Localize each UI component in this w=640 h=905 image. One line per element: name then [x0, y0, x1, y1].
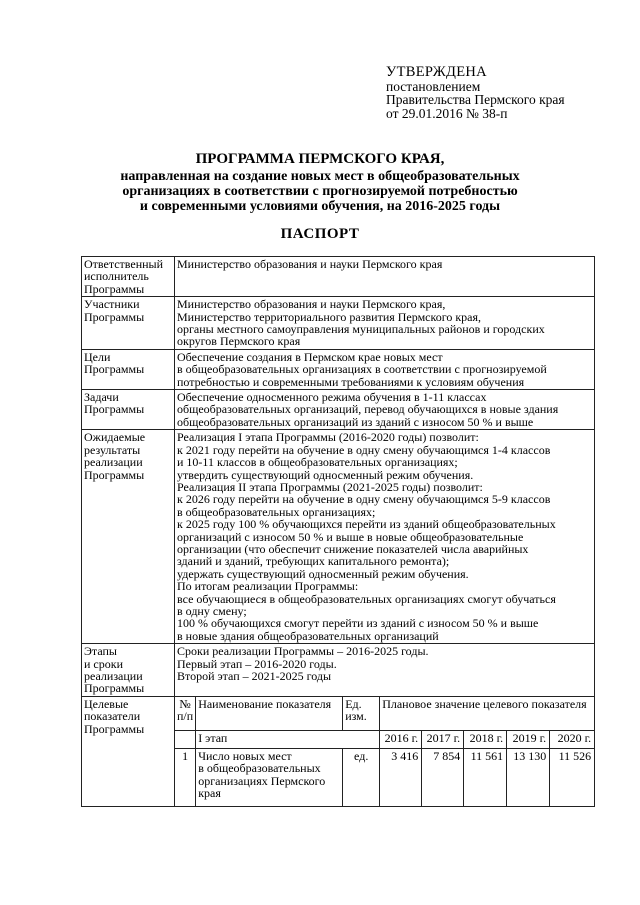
- passport-table: [81, 256, 595, 807]
- row-content: Министерство образования и науки Пермского края, Министерство территориального развития Пермского края, органы местного самоуправления муниципальных районов и городских округов Пермского края: [175, 297, 595, 350]
- indicator-value: 11 561: [464, 748, 507, 806]
- title-sub-line: и современными условиями обучения, на 2016-2025 годы: [139, 199, 501, 214]
- row-label: Цели Программы: [82, 349, 175, 389]
- indicator-value: 13 130: [507, 748, 550, 806]
- passport-row: [82, 257, 595, 297]
- title-main: ПРОГРАММА ПЕРМСКОГО КРАЯ,: [195, 151, 445, 167]
- indicator-number: 1: [175, 748, 196, 806]
- year-header: 2018 г.: [464, 730, 507, 748]
- col-name-header: Наименование показателя: [196, 696, 343, 730]
- passport-heading: ПАСПОРТ: [280, 226, 360, 242]
- col-plan-header: Плановое значение целевого показателя: [380, 696, 595, 730]
- row-content: Реализация I этапа Программы (2016-2020 годы) позволит: к 2021 году перейти на обучение в одну смену обучающимся 1-4 классов и 10-11 классов в общеобразовательных организациях; утвердить существующий односменный режим обучения. Реализация II этапа Программы (2021-2025 годы) позволит: к 2026 году перейти на обучение в одну смену обучающимся 5-9 классов в общеобразовательных организациях; к 2025 году 100 % обучающихся перейти из зданий общеобразовательных организаций с износом 50 % и выше в новые общеобразовательные организации (что обеспечит снижение показателей числа аварийных зданий и зданий, требующих капитального ремонта); удержать существующий односменный режим обучения. По итогам реализации Программы: все обучающиеся в общеобразовательных организациях смогут обучаться в одну смену; 100 % обучающихся смогут перейти из зданий с износом 50 % и выше в новые здания общеобразовательных организаций: [175, 430, 595, 644]
- indicator-name: Число новых мест в общеобразовательных организациях Пермского края: [196, 748, 343, 806]
- stage-label: I этап: [196, 730, 380, 748]
- year-header: 2019 г.: [507, 730, 550, 748]
- indicator-unit: ед.: [343, 748, 380, 806]
- row-label: Ожидаемые результаты реализации Программы: [82, 430, 175, 644]
- year-header: 2020 г.: [550, 730, 595, 748]
- row-label: Участники Программы: [82, 297, 175, 350]
- approval-head: УТВЕРЖДЕНА: [386, 64, 487, 80]
- title-sub-line: направленная на создание новых мест в общеобразовательных: [120, 169, 520, 184]
- document-title: [0, 152, 640, 214]
- year-header: 2017 г.: [422, 730, 464, 748]
- row-label: Задачи Программы: [82, 390, 175, 430]
- row-content: Обеспечение создания в Пермском крае новых мест в общеобразовательных организациях в соответствии с прогнозируемой потребностью и современными требованиями к условиям обучения: [175, 349, 595, 389]
- passport-row: [82, 390, 595, 430]
- passport-row: [82, 297, 595, 350]
- row-content: Обеспечение односменного режима обучения в 1-11 классах общеобразовательных организаций, перевод обучающихся в новые здания общеобразовательных организаций из зданий с износом 50 % и выше: [175, 390, 595, 430]
- indicators-header-row: [82, 696, 595, 730]
- passport-row: [82, 644, 595, 697]
- row-content: Министерство образования и науки Пермского края: [175, 257, 595, 297]
- indicator-value: 11 526: [550, 748, 595, 806]
- col-unit-header: Ед. изм.: [343, 696, 380, 730]
- indicator-value: 7 854: [422, 748, 464, 806]
- year-header: 2016 г.: [380, 730, 422, 748]
- passport-row: [82, 349, 595, 389]
- title-sub-line: организациях в соответствии с прогнозируемой потребностью: [122, 184, 518, 199]
- row-content: Сроки реализации Программы – 2016-2025 годы. Первый этап – 2016-2020 годы. Второй этап – 2021-2025 годы: [175, 644, 595, 697]
- row-label: Ответственный исполнитель Программы: [82, 257, 175, 297]
- approval-line: Правительства Пермского края: [386, 92, 565, 107]
- row-label: Этапы и сроки реализации Программы: [82, 644, 175, 697]
- stage-number-cell: [175, 730, 196, 748]
- row-label: Целевые показатели Программы: [82, 696, 175, 806]
- col-number-header: № п/п: [175, 696, 196, 730]
- indicator-value: 3 416: [380, 748, 422, 806]
- approval-line: постановлением: [386, 78, 481, 94]
- approval-stamp: [386, 66, 565, 120]
- passport-row: [82, 430, 595, 644]
- approval-line: от 29.01.2016 № 38-п: [386, 105, 508, 121]
